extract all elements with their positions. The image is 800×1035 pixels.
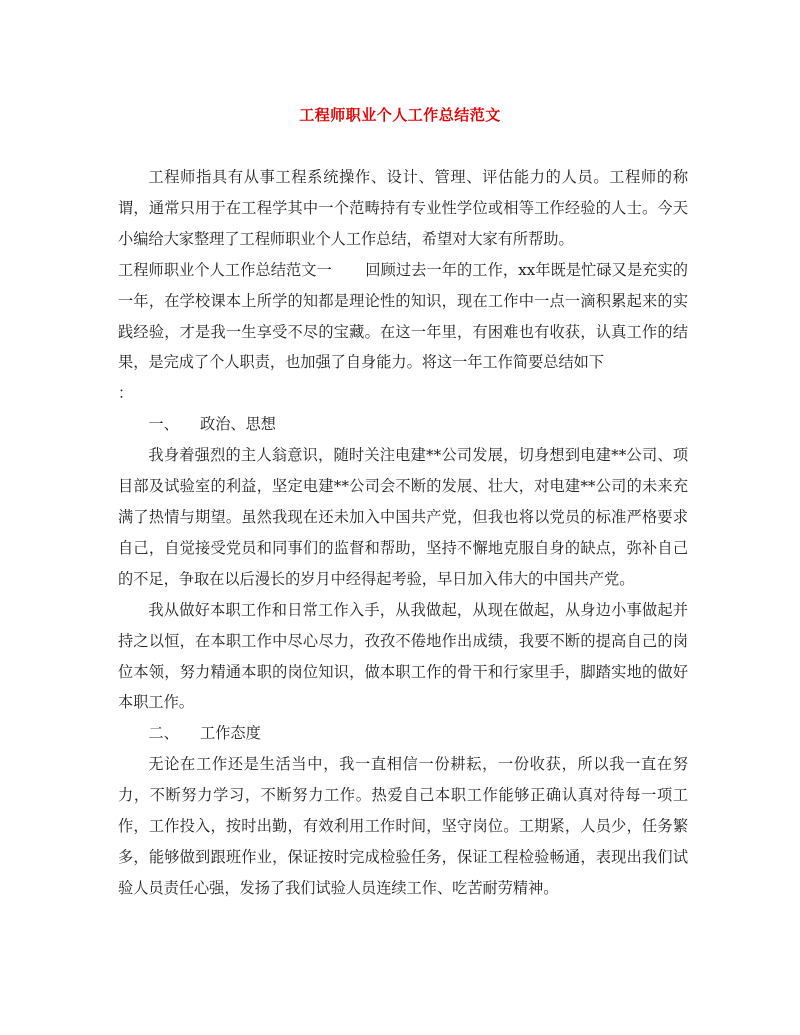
sample-opening-end: ： <box>118 384 134 403</box>
section-two-number: 二、 <box>148 724 179 743</box>
intro-paragraph: 工程师指具有从事工程系统操作、设计、管理、评估能力的人员。工程师的称谓，通常只用于在工程学其中一个范畴持有专业性学位或相等工作经验的人士。今天小编给大家整理了工程师职业个人工作总结，希望对大家有所帮助。 <box>118 168 688 248</box>
section-two-heading <box>118 718 688 749</box>
section-two-title: 工作态度 <box>200 724 261 743</box>
section-two-paragraph-1: 无论在工作还是生活当中，我一直相信一份耕耘，一份收获，所以我一直在努力，不断努力学习，不断努力工作。热爱自己本职工作能够正确认真对待每一项工作，工作投入，按时出勤，有效利用工作时间，坚守岗位。工期紧，人员少，任务繁多，能够做到跟班作业，保证按时完成检验任务，保证工程检验畅通，表现出我们试验人员责任心强，发扬了我们试验人员连续工作、吃苦耐劳精神。 <box>118 755 688 897</box>
section-one-paragraph-2: 我从做好本职工作和日常工作入手，从我做起，从现在做起，从身边小事做起并持之以恒，在本职工作中尽心尽力，孜孜不倦地作出成绩，我要不断的提高自己的岗位本领，努力精通本职的岗位知识，做本职工作的骨干和行家里手，脚踏实地的做好本职工作。 <box>118 600 688 712</box>
document-title: 工程师职业个人工作总结范文 <box>299 106 501 124</box>
section-one-title: 政治、思想 <box>200 415 276 434</box>
sample-opening: 回顾过去一年的工作，xx年既是忙碌又是充实的一年，在学校课本上所学的知都是理论性的知识，现在工作中一点一滴积累起来的实践经验，才是我一生享受不尽的宝藏。在这一年里，有困难也有收获，认真工作的结果，是完成了个人职责，也加强了自身能力。将这一年工作简要总结如下 <box>118 260 688 372</box>
sample-paragraph <box>118 255 688 410</box>
sample-label: 工程师职业个人工作总结范文一 <box>118 260 332 279</box>
section-one-paragraph-1: 我身着强烈的主人翁意识，随时关注电建**公司发展，切身想到电建**公司、项目部及试验室的利益，坚定电建**公司会不断的发展、壮大，对电建**公司的未来充满了热情与期望。虽然我现在还未加入中国共产党，但我也将以党员的标准严格要求自己，自觉接受党员和同事们的监督和帮助，坚持不懈地克服自身的缺点，弥补自己的不足，争取在以后漫长的岁月中经得起考验，早日加入伟大的中国共产党。 <box>118 446 688 588</box>
section-one-number: 一、 <box>148 415 179 434</box>
document-body <box>118 162 688 904</box>
section-one-heading <box>118 409 688 440</box>
